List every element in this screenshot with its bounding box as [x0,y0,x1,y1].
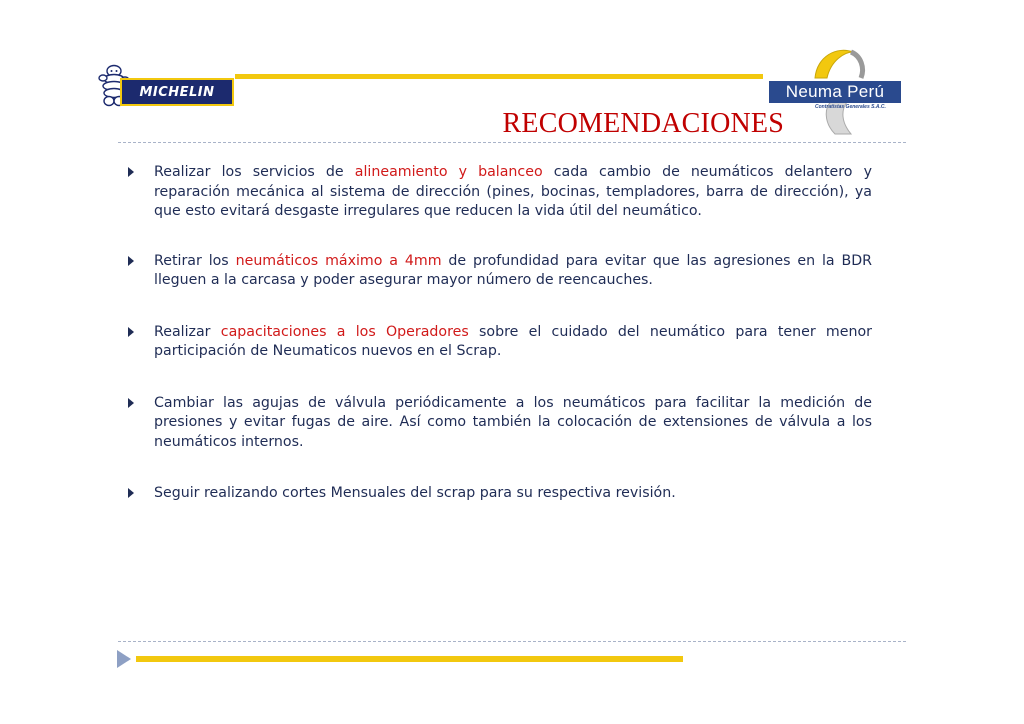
highlighted-text: capacitaciones a los Operadores [220,323,469,340]
list-item [128,252,872,291]
triangle-right-icon [128,398,134,408]
highlighted-text: neumáticos máximo a 4mm [235,252,442,269]
text-segment: cada cambio de neumáticos delantero y reparación mecánica al sistema de dirección (pines, bocinas, templadores, barra de dirección), ya que esto evitará desgaste irregulares que reducen la vida útil del neumático. [154,164,872,219]
text-segment: Realizar [154,323,221,340]
footer-accent-bar [136,656,683,662]
michelin-wordmark-text: MICHELIN [139,84,215,100]
highlighted-text: alineamiento y balanceo [354,164,543,180]
list-item [128,163,872,222]
michelin-logo [98,64,234,108]
triangle-right-icon [117,650,131,668]
list-item-text [154,252,872,291]
list-item-text [154,484,872,504]
list-item [128,394,872,453]
michelin-wordmark [120,78,234,106]
triangle-right-icon [128,327,134,337]
triangle-right-icon [128,256,134,266]
header-divider [118,142,906,143]
page-title: RECOMENDACIONES [502,108,784,139]
text-segment: Realizar los servicios de [154,164,355,180]
list-item [128,323,872,362]
neuma-wordmark-text: Neuma Perú [785,82,885,101]
text-segment: de profundidad para evitar que las agresiones en la BDR lleguen a la carcasa y poder asegurar mayor número de reencauches. [154,252,872,288]
text-segment: sobre el cuidado del neumático para tener menor participación de Neumaticos nuevos en el Scrap. [154,323,872,359]
header-accent-bar [235,74,763,79]
triangle-right-icon [128,167,134,177]
list-item [128,484,872,504]
neuma-wordmark [769,81,901,103]
neuma-peru-logo [765,44,905,140]
list-item-text [154,394,872,453]
list-item-text [154,163,872,222]
text-segment: Retirar los [154,252,236,269]
text-segment: Seguir realizando cortes Mensuales del scrap para su respectiva revisión. [154,485,676,501]
text-segment: Cambiar las agujas de válvula periódicamente a los neumáticos para facilitar la medición de presiones y evitar fugas de aire. Así como también la colocación de extensiones de válvula a los neumáticos internos. [154,394,872,450]
list-item-text [154,323,872,362]
triangle-right-icon [128,488,134,498]
footer-divider [118,641,906,642]
neuma-subtitle: Contratistas Generales S.A.C. [815,104,886,110]
recommendations-list [128,163,872,504]
